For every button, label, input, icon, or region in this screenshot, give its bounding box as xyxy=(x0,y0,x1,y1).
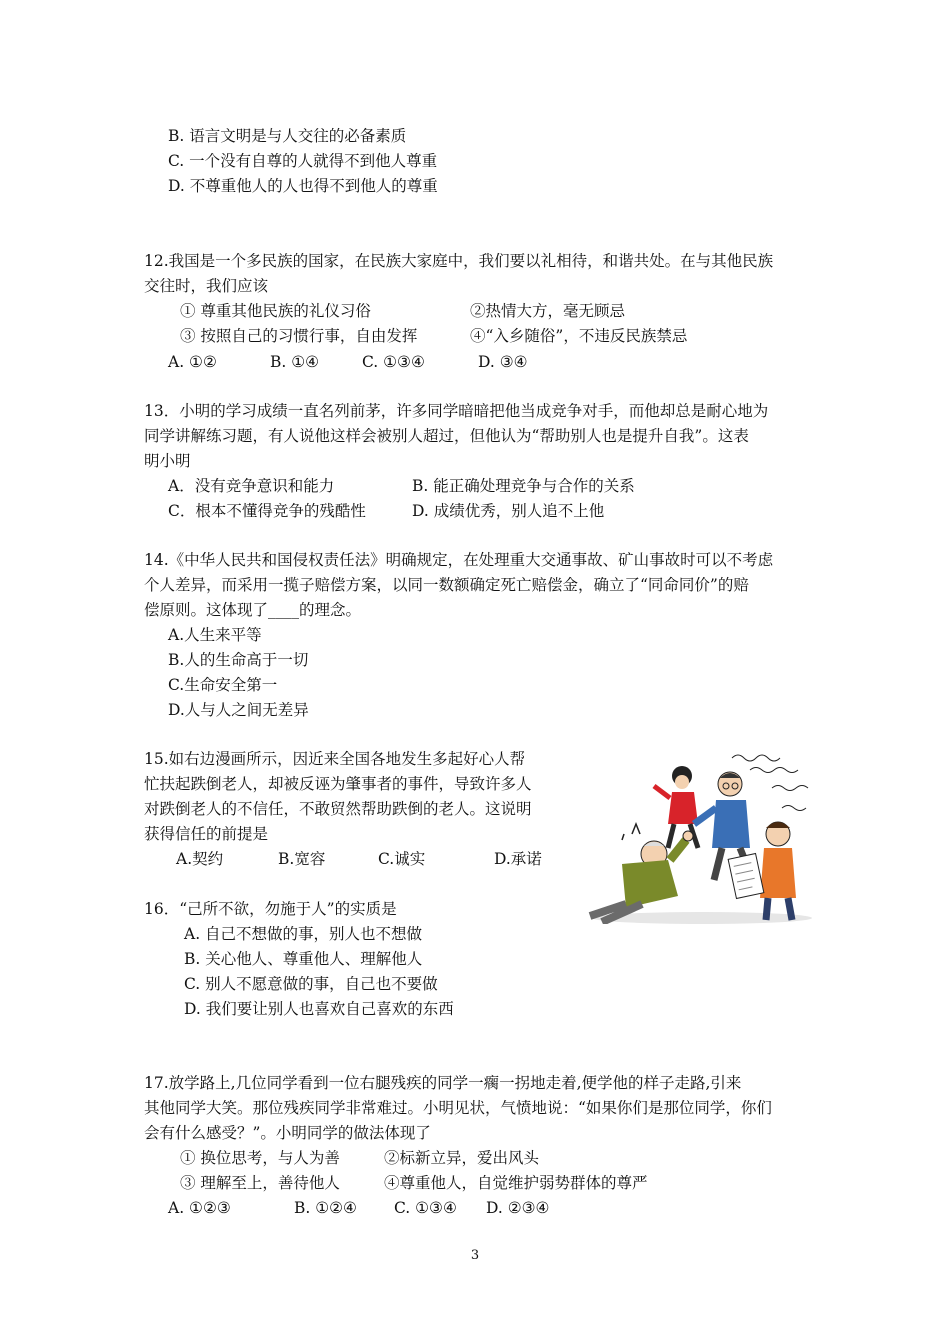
q17-item-2: ②标新立异，爱出风头 xyxy=(384,1149,540,1167)
q15-stem-line3: 对跌倒老人的不信任，不敢贸然帮助跌倒的老人。这说明 xyxy=(144,800,532,818)
q13-stem-line1: 13．小明的学习成绩一直名列前茅，许多同学暗暗把他当成竞争对手，而他却总是耐心地为 xyxy=(144,402,769,420)
q12-item-4: ④“入乡随俗”，不违反民族禁忌 xyxy=(470,327,688,345)
q17-choice-a: A. ①②③ xyxy=(168,1199,231,1217)
q12-choice-c: C. ①③④ xyxy=(362,353,425,371)
cartoon-illustration xyxy=(582,748,820,924)
q12-item-2: ②热情大方，毫无顾忌 xyxy=(470,302,626,320)
q15-choice-d: D.承诺 xyxy=(494,850,542,868)
q12-choice-d: D. ③④ xyxy=(478,353,528,371)
q17-item-4: ④尊重他人，自觉维护弱势群体的尊严 xyxy=(384,1174,648,1192)
q16-choice-d: D. 我们要让别人也喜欢自己喜欢的东西 xyxy=(184,1000,454,1018)
q14-stem-line3: 偿原则。这体现了____的理念。 xyxy=(144,601,362,619)
q14-choice-c: C.生命安全第一 xyxy=(168,676,278,694)
q16-choice-c: C. 别人不愿意做的事，自己也不要做 xyxy=(184,975,438,993)
q12-item-3: ③ 按照自己的习惯行事，自由发挥 xyxy=(180,327,418,345)
q13-choice-b: B. 能正确处理竞争与合作的关系 xyxy=(412,477,635,495)
q12-stem-line2: 交往时，我们应该 xyxy=(144,277,269,295)
q11-option-d: D. 不尊重他人的人也得不到他人的尊重 xyxy=(168,177,438,195)
q12-item-1: ① 尊重其他民族的礼仪习俗 xyxy=(180,302,371,320)
q13-choice-d: D. 成绩优秀，别人追不上他 xyxy=(412,502,605,520)
q12-choice-b: B. ①④ xyxy=(270,353,320,371)
page-number: 3 xyxy=(470,1248,480,1263)
q13-choice-a: A．没有竞争意识和能力 xyxy=(168,477,335,495)
q13-stem-line2: 同学讲解练习题，有人说他这样会被别人超过，但他认为“帮助别人也是提升自我”。这表 xyxy=(144,427,749,445)
q17-choice-d: D. ②③④ xyxy=(486,1199,550,1217)
q14-choice-b: B.人的生命高于一切 xyxy=(168,651,309,669)
q17-stem-line3: 会有什么感受？”。小明同学的做法体现了 xyxy=(144,1124,431,1142)
q14-stem-line2: 个人差异，而采用一揽子赔偿方案，以同一数额确定死亡赔偿金，确立了“同命同价”的赔 xyxy=(144,576,749,594)
elderly-man-figure xyxy=(590,824,693,922)
q17-choice-b: B. ①②④ xyxy=(294,1199,357,1217)
q17-stem-line2: 其他同学大笑。那位残疾同学非常难过。小明见状，气愤地说：“如果你们是那位同学，你们 xyxy=(144,1099,772,1117)
q11-option-b: B. 语言文明是与人交往的必备素质 xyxy=(168,127,407,145)
q15-choice-a: A.契约 xyxy=(176,850,224,868)
q12-stem-line1: 12.我国是一个多民族的国家，在民族大家庭中，我们要以礼相待，和谐共处。在与其他民族 xyxy=(144,252,774,270)
q14-choice-a: A.人生来平等 xyxy=(168,626,262,644)
q15-choice-c: C.诚实 xyxy=(378,850,426,868)
q15-stem-line1: 15.如右边漫画所示，因近来全国各地发生多起好心人帮 xyxy=(144,750,526,768)
q15-choice-b: B.宽容 xyxy=(278,850,326,868)
q13-stem-line3: 明小明 xyxy=(144,452,191,470)
q13-choice-c: C．根本不懂得竞争的残酷性 xyxy=(168,502,366,520)
q14-choice-d: D.人与人之间无差异 xyxy=(168,701,309,719)
q16-choice-b: B. 关心他人、尊重他人、理解他人 xyxy=(184,950,423,968)
q15-stem-line4: 获得信任的前提是 xyxy=(144,825,269,843)
q15-stem-line2: 忙扶起跌倒老人，却被反诬为肇事者的事件，导致许多人 xyxy=(144,775,532,793)
q16-stem: 16．“己所不欲，勿施于人”的实质是 xyxy=(144,900,397,918)
q11-option-c: C. 一个没有自尊的人就得不到他人尊重 xyxy=(168,152,438,170)
q17-choice-c: C. ①③④ xyxy=(394,1199,457,1217)
q16-choice-a: A. 自己不想做的事，别人也不想做 xyxy=(184,925,423,943)
q17-item-3: ③ 理解至上，善待他人 xyxy=(180,1174,340,1192)
q17-item-1: ① 换位思考，与人为善 xyxy=(180,1149,340,1167)
q12-choice-a: A. ①② xyxy=(168,353,217,371)
q14-stem-line1: 14.《中华人民共和国侵权责任法》明确规定，在处理重大交通事故、矿山事故时可以不考虑 xyxy=(144,551,774,569)
q17-stem-line1: 17.放学路上,几位同学看到一位右腿残疾的同学一瘸一拐地走着,便学他的样子走路,引来 xyxy=(144,1074,742,1092)
